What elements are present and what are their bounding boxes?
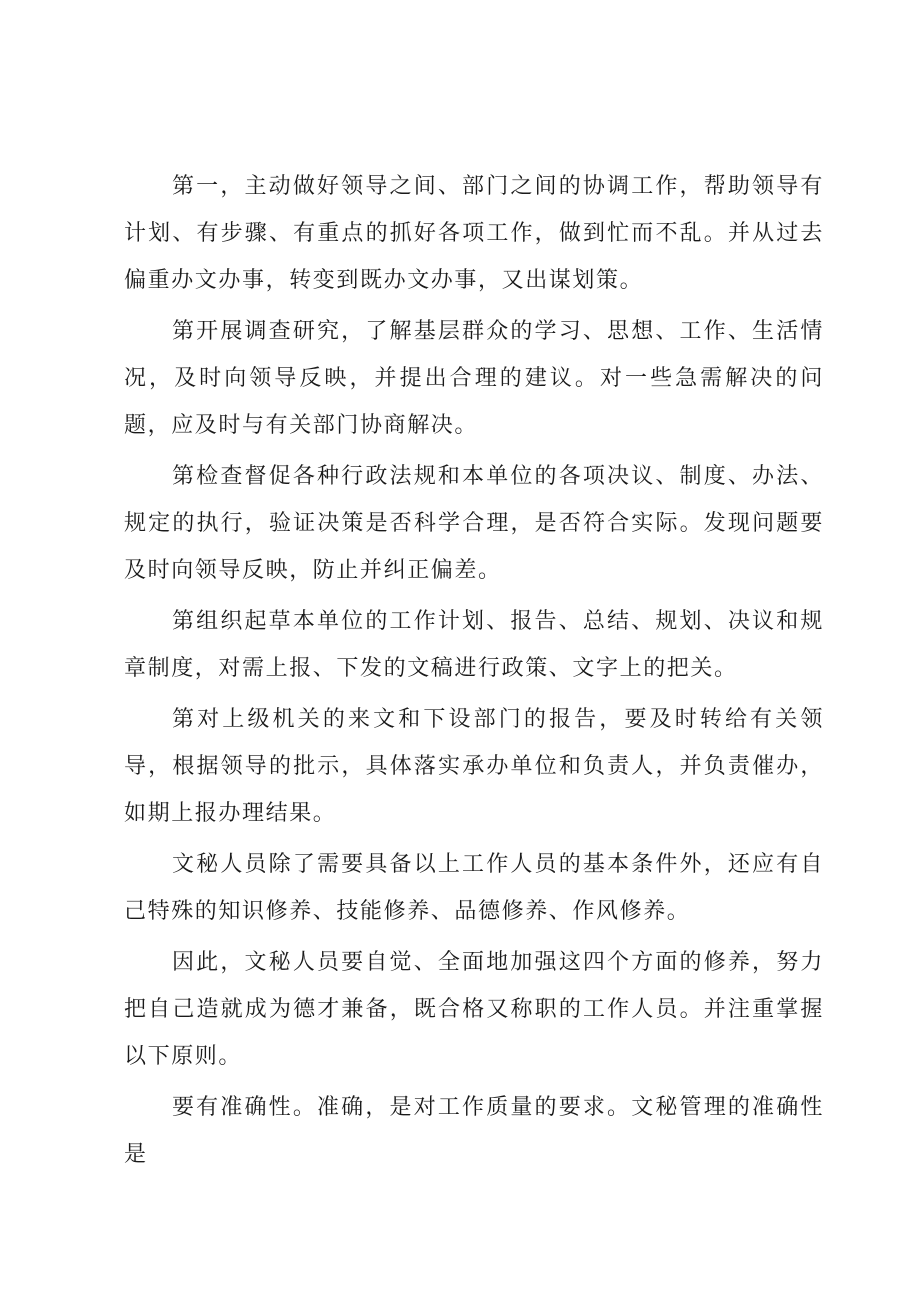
paragraph-document-handling: 第对上级机关的来文和下设部门的报告，要及时转给有关领导，根据领导的批示，具体落实承办单位和负责人，并负责催办，如期上报办理结果。 xyxy=(124,707,824,826)
paragraph-drafting: 第组织起草本单位的工作计划、报告、总结、规划、决议和规章制度，对需上报、下发的文稿进行政策、文字上的把关。 xyxy=(124,609,824,681)
paragraph-coordination: 第一，主动做好领导之间、部门之间的协调工作，帮助领导有计划、有步骤、有重点的抓好各项工作，做到忙而不乱。并从过去偏重办文办事，转变到既办文办事，又出谋划策。 xyxy=(124,174,824,293)
paragraph-qualifications: 文秘人员除了需要具备以上工作人员的基本条件外，还应有自己特殊的知识修养、技能修养、品德修养、作风修养。 xyxy=(124,852,824,924)
paragraph-supervision: 第检查督促各种行政法规和本单位的各项决议、制度、办法、规定的执行，验证决策是否科学合理，是否符合实际。发现问题要及时向领导反映，防止并纠正偏差。 xyxy=(124,464,824,583)
paragraph-self-cultivation: 因此，文秘人员要自觉、全面地加强这四个方面的修养，努力把自己造就成为德才兼备，既合格又称职的工作人员。并注重掌握以下原则。 xyxy=(124,950,824,1069)
paragraph-research: 第开展调查研究，了解基层群众的学习、思想、工作、生活情况，及时向领导反映，并提出合理的建议。对一些急需解决的问题，应及时与有关部门协商解决。 xyxy=(124,319,824,438)
document-body xyxy=(124,163,824,1182)
paragraph-accuracy: 要有准确性。准确，是对工作质量的要求。文秘管理的准确性是 xyxy=(124,1095,824,1167)
